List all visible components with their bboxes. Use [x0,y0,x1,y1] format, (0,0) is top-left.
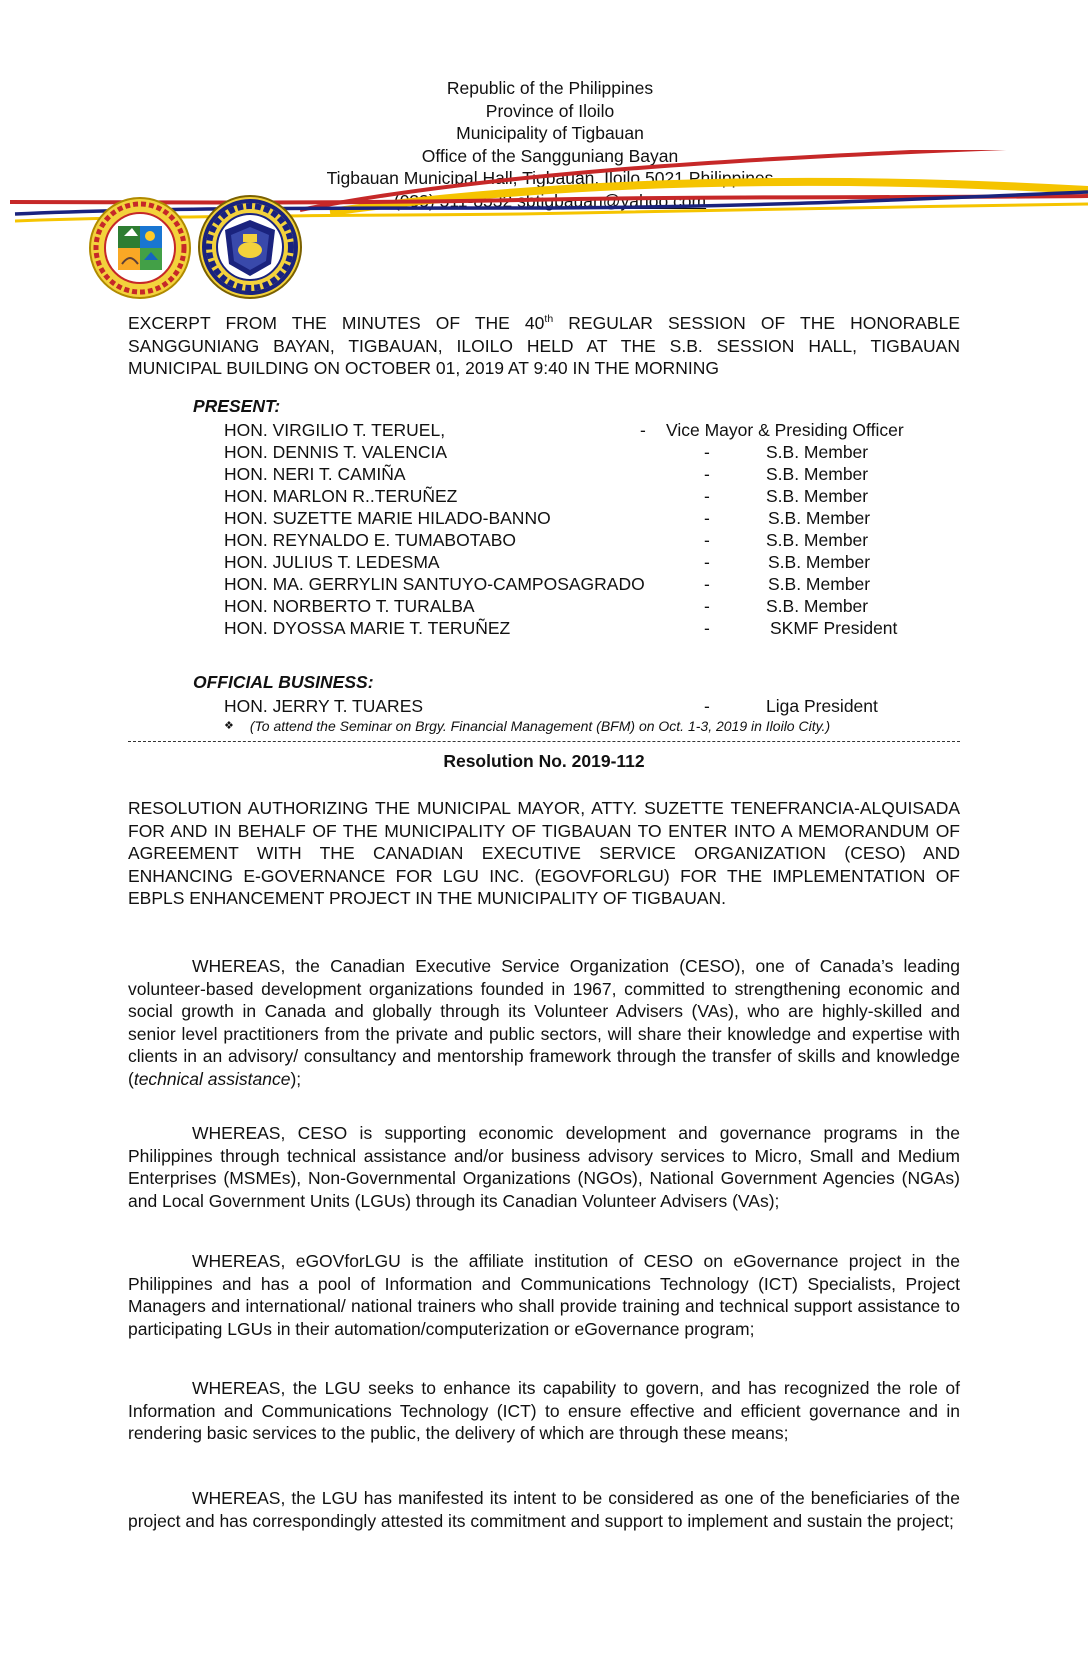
attendee-name: HON. JERRY T. TUARES [224,696,424,716]
minutes-excerpt-heading [128,312,960,380]
letterhead-province: Province of Iloilo [485,100,615,121]
attendee-name: HON. REYNALDO E. TUMABOTABO [224,530,517,550]
attendee-role: S.B. Member [768,508,871,528]
whereas-paragraph-5: WHEREAS, the LGU has manifested its intent to be considered as one of the beneficiaries of the project and has correspondingly attested its commitment and support to implement and sustain the project; [128,1488,960,1531]
attendee-dash: - [704,618,710,638]
attendee-dash: - [704,596,710,616]
whereas-paragraph-4: WHEREAS, the LGU seeks to enhance its capability to govern, and has recognized the role of Information and Communications Technology (ICT) to ensure effective and efficient governance and in rendering basic services to the public, the delivery of which are through these means; [128,1378,960,1444]
attendee-row [224,552,944,574]
official-business-row [224,696,944,718]
attendee-role: S.B. Member [766,530,869,550]
excerpt-text-end: REGULAR SESSION OF THE HONORABLE SANGGUNIANG BAYAN, TIGBAUAN, ILOILO HELD AT THE S.B. SESSION HALL, TIGBAUAN MUNICIPAL BUILDING ON OCTOBER 01, 2019 AT 9:40 IN THE MORNING [128,313,960,379]
attendee-row [224,420,944,442]
letterhead-phone: (033) 511-8532 [393,190,513,211]
municipality-seal-icon [88,196,192,300]
attendee-name: HON. DENNIS T. VALENCIA [224,442,448,462]
attendee-role: S.B. Member [766,442,869,462]
present-heading: PRESENT: [193,396,281,416]
whereas-1-text: WHEREAS, the Canadian Executive Service Organization (CESO), one of Canada’s leading volunteer-based development organizations founded in 1967, committed to strengthening economic and social growth in Canada and globally through its Volunteer Advisers (VAs), who are highly-skilled and senior level practitioners from the private and public sectors, will share their knowledge and expertise with clients in an advisory/ consultancy and mentorship framework through the transfer of skills and knowledge ( [128,956,960,1089]
whereas-1-italic: technical assistance [133,1068,291,1089]
official-business-heading: OFFICIAL BUSINESS: [193,672,374,692]
attendee-name: HON. MARLON R..TERUÑEZ [224,486,458,506]
attendee-name: HON. SUZETTE MARIE HILADO-BANNO [224,508,551,528]
attendee-dash: - [704,486,710,506]
sangguniang-bayan-seal-icon [197,194,303,300]
attendee-role: Vice Mayor & Presiding Officer [666,420,904,440]
attendee-role: S.B. Member [766,486,869,506]
resolution-number: Resolution No. 2019-112 [443,751,645,771]
attendee-row [224,442,944,464]
attendee-dash: - [704,530,710,550]
diamond-bullet-icon: ❖ [224,720,234,732]
attendee-name: HON. MA. GERRYLIN SANTUYO-CAMPOSAGRADO [224,574,645,594]
attendee-dash: - [640,420,646,440]
attendee-role: S.B. Member [766,596,869,616]
letterhead-country: Republic of the Philippines [446,78,654,98]
letterhead-office: Office of the Sangguniang Bayan [421,145,679,166]
attendee-row [224,508,944,530]
attendee-dash: - [704,508,710,528]
attendee-role: S.B. Member [768,552,871,572]
letterhead-email-link[interactable]: sbtigbauan@yahoo.com [517,190,707,211]
attendee-name: HON. VIRGILIO T. TERUEL, [224,420,446,440]
letterhead-address: Tigbauan Municipal Hall, Tigbauan, Iloilo 5021 Philippines [326,168,774,188]
whereas-paragraph-1 [128,955,960,1091]
official-business-note [224,718,830,734]
whereas-1-end: ); [290,1068,302,1089]
attendee-role: S.B. Member [768,574,871,594]
excerpt-ordinal: th [544,313,554,326]
attendee-role: SKMF President [770,618,898,638]
dashed-divider [128,741,960,742]
attendee-dash: - [704,442,710,462]
attendee-name: HON. NERI T. CAMIÑA [224,464,406,484]
attendee-row [224,574,944,596]
attendee-dash: - [704,464,710,484]
excerpt-text-start: EXCERPT FROM THE MINUTES OF THE 40 [128,313,545,333]
attendee-name: HON. DYOSSA MARIE T. TERUÑEZ [224,618,511,638]
attendee-role: Liga President [766,696,878,716]
letterhead-municipality: Municipality of Tigbauan [456,123,644,143]
attendee-name: HON. JULIUS T. LEDESMA [224,552,440,572]
attendee-dash: - [704,696,710,716]
resolution-title: RESOLUTION AUTHORIZING THE MUNICIPAL MAYOR, ATTY. SUZETTE TENEFRANCIA-ALQUISADA FOR AND IN BEHALF OF THE MUNICIPALITY OF TIGBAUAN TO ENTER INTO A MEMORANDUM OF AGREEMENT WITH THE CANADIAN EXECUTIVE SERVICE ORGANIZATION (CESO) AND ENHANCING E-GOVERNANCE FOR LGU INC. (EGOVFORLGU) FOR THE IMPLEMENTATION OF EBPLS ENHANCEMENT PROJECT IN THE MUNICIPALITY OF TIGBAUAN. [128,798,960,909]
attendee-dash: - [704,574,710,594]
attendee-row [224,618,944,640]
whereas-paragraph-2: WHEREAS, CESO is supporting economic development and governance programs in the Philippines through technical assistance and/or business advisory services to Micro, Small and Medium Enterprises (MSMEs), Non-Governmental Organizations (NGOs), National Government Agencies (NGAs) and Local Government Units (LGUs) through its Canadian Volunteer Advisers (VAs); [128,1123,960,1211]
attendee-row [224,486,944,508]
attendee-row [224,530,944,552]
attendee-row [224,464,944,486]
whereas-paragraph-3: WHEREAS, eGOVforLGU is the affiliate institution of CESO on eGovernance project in the Philippines and has a pool of Information and Communications Technology (ICT) Specialists, Project Managers and international/ national trainers who shall provide training and technical support assistance to participating LGUs in their automation/computerization or eGovernance program; [128,1251,960,1339]
attendee-dash: - [704,552,710,572]
note-text: (To attend the Seminar on Brgy. Financial Management (BFM) on Oct. 1-3, 2019 in Iloilo City.) [249,718,831,734]
attendee-role: S.B. Member [766,464,869,484]
attendee-name: HON. NORBERTO T. TURALBA [224,596,475,616]
attendee-row [224,596,944,618]
